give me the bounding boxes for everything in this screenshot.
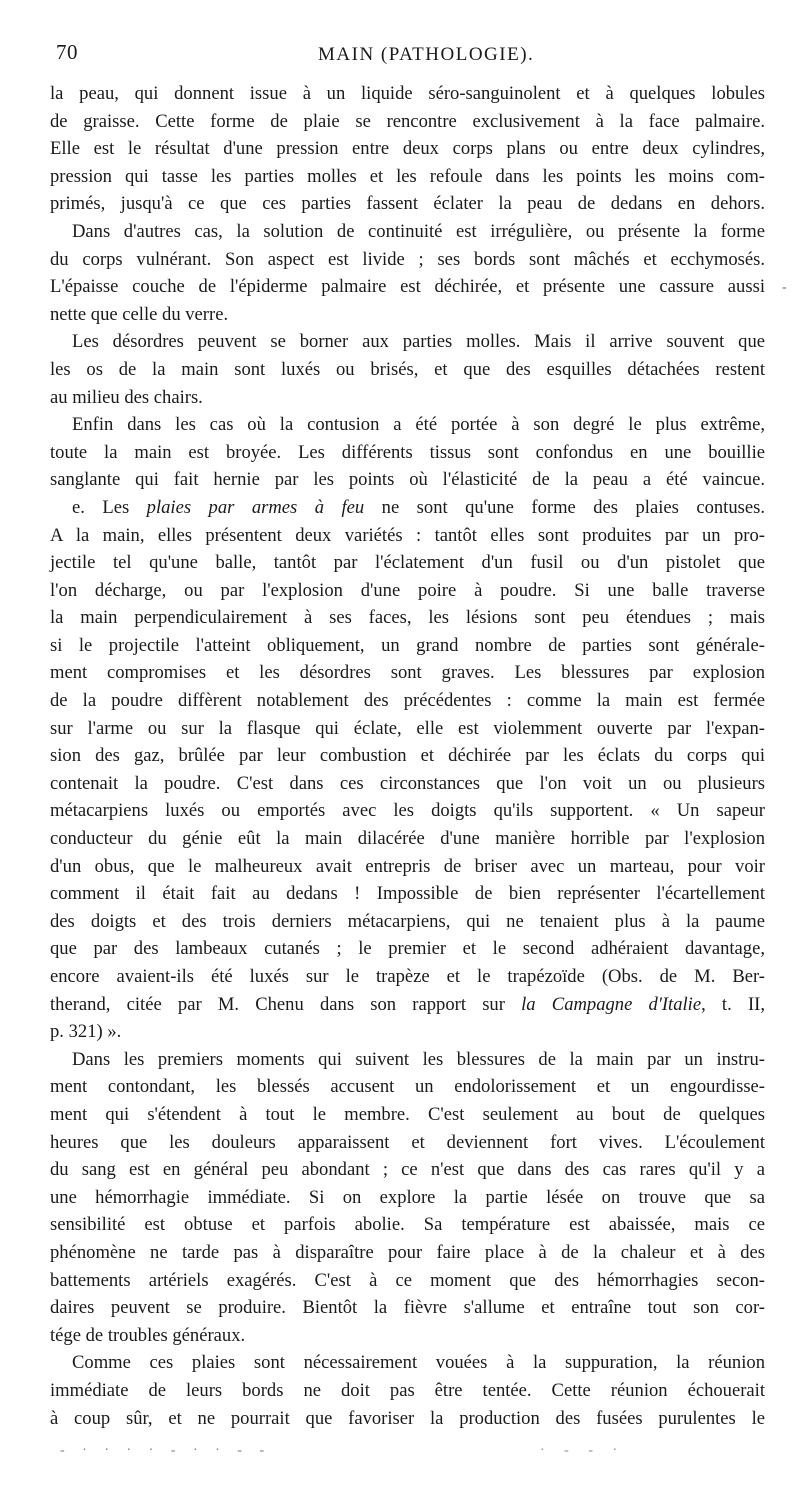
text-line: primés, jusqu'à ce que ces parties fassent éclater la peau de dedans en dehors. [50, 193, 765, 215]
text-line: tége de troubles généraux. [50, 1324, 246, 1346]
text-line: therand, citée par M. Chenu dans son rapport sur la Campagne d'Italie, t. II, [50, 993, 765, 1015]
page-header [48, 40, 758, 74]
text-line: comment il était fait au dedans ! Impossible de bien représenter l'écartellement [50, 883, 765, 905]
text-line: sion des gaz, brûlée par leur combustion et déchirée par les éclats du corps qui [50, 745, 765, 767]
text-line: d'un obus, que le malheureux avait entrepris de briser avec un marteau, pour voir [50, 855, 765, 877]
text-line: ment qui s'étendent à tout le membre. C'est seulement au bout de quelques [50, 1103, 765, 1125]
text-line: que par des lambeaux cutanés ; le premier et le second adhéraient davantage, [50, 938, 765, 960]
text-line: sanglante qui fait hernie par les points où l'élasticité de la peau a été vaincue. [50, 469, 765, 491]
text-line: sur l'arme ou sur la flasque qui éclate, elle est violemment ouverte par l'expan- [50, 717, 765, 739]
text-line: de graisse. Cette forme de plaie se rencontre exclusivement à la face palmaire. [50, 110, 765, 132]
text-line: encore avaient-ils été luxés sur le trapèze et le trapézoïde (Obs. de M. Ber- [50, 966, 765, 987]
text-line: à coup sûr, et ne pourrait que favoriser la production des fusées purulentes le [50, 1407, 765, 1429]
text-line: jectile tel qu'une balle, tantôt par l'éclatement d'un fusil ou d'un pistolet que [50, 552, 765, 574]
text-line: L'épaisse couche de l'épiderme palmaire est déchirée, et présente une cassure aussi [50, 276, 765, 298]
text-line: battements artériels exagérés. C'est à ce moment que des hémorrhagies secon- [50, 1269, 765, 1291]
body-text [50, 80, 765, 1432]
text-line: phénomène ne tarde pas à disparaître pour faire place à de la chaleur et à des [50, 1241, 765, 1263]
text-line: A la main, elles présentent deux variétés : tantôt elles sont produites par un pro- [50, 524, 765, 546]
text-line: Dans d'autres cas, la solution de continuité est irrégulière, ou présente la forme [72, 220, 765, 242]
text-line: Dans les premiers moments qui suivent les blessures de la main par un instru- [72, 1048, 765, 1070]
margin-mark: - [782, 280, 787, 295]
text-line: toute la main est broyée. Les différents tissus sont confondus en une bouillie [50, 441, 765, 463]
text-line: immédiate de leurs bords ne doit pas être tentée. Cette réunion échouerait [50, 1379, 765, 1401]
text-line: e. Les plaies par armes à feu ne sont qu'une forme des plaies contuses. [72, 496, 765, 518]
text-line: heures que les douleurs apparaissent et deviennent fort vives. L'écoulement [50, 1131, 765, 1153]
text-line: conducteur du génie eût la main dilacérée d'une manière horrible par l'explosion [50, 828, 765, 850]
text-line: Comme ces plaies sont nécessairement vouées à la suppuration, la réunion [72, 1352, 765, 1374]
text-line: nette que celle du verre. [50, 303, 229, 325]
italic-phrase: la Campagne d'Italie [521, 993, 702, 1015]
text-line: ment compromises et les désordres sont graves. Les blessures par explosion [50, 662, 765, 684]
text-line: la peau, qui donnent issue à un liquide séro-sanguinolent et à quelques lobules [50, 83, 765, 104]
text-line: l'on décharge, ou par l'explosion d'une poire à poudre. Si une balle traverse [50, 579, 765, 601]
text-line: des doigts et des trois derniers métacarpiens, qui ne tenaient plus à la paume [50, 910, 765, 932]
text-line: une hémorrhagie immédiate. Si on explore la partie lésée on trouve que sa [50, 1186, 765, 1208]
text-line: du sang est en général peu abondant ; ce n'est que dans des cas rares qu'il y a [50, 1159, 765, 1181]
text-line: ment contondant, les blessés accusent un endolorissement et un engourdisse- [50, 1076, 765, 1098]
text-line: daires peuvent se produire. Bientôt la fièvre s'allume et entraîne tout son cor- [50, 1297, 765, 1319]
text-line: sensibilité est obtuse et parfois abolie. Sa température est abaissée, mais ce [50, 1214, 765, 1236]
footer-marks-right: · - - · [540, 1443, 626, 1458]
text-line: Enfin dans les cas où la contusion a été portée à son degré le plus extrême, [72, 414, 765, 436]
running-head: MAIN (PATHOLOGIE). [318, 44, 535, 65]
text-line: si le projectile l'atteint obliquement, un grand nombre de parties sont générale- [50, 634, 765, 656]
text-line: contenait la poudre. C'est dans ces circonstances que l'on voit un ou plusieurs [50, 772, 765, 794]
text-line: Elle est le résultat d'une pression entre deux corps plans ou entre deux cylindres, [50, 138, 765, 160]
text-line: p. 321) ». [50, 1021, 122, 1043]
text-line: au milieu des chairs. [50, 386, 203, 408]
text-line: la main perpendiculairement à ses faces, les lésions sont peu étendues ; mais [50, 607, 765, 629]
text-line: du corps vulnérant. Son aspect est livide ; ses bords sont mâchés et ecchymosés. [50, 248, 765, 270]
text-line: de la poudre diffèrent notablement des précédentes : comme la main est fermée [50, 690, 765, 712]
footer-marks: - · · · · - · · - - [60, 1443, 272, 1458]
page-number: 70 [56, 40, 78, 64]
text-line: pression qui tasse les parties molles et les refoule dans les points les moins com- [50, 165, 765, 187]
text-line: les os de la main sont luxés ou brisés, et que des esquilles détachées restent [50, 358, 765, 380]
text-line: métacarpiens luxés ou emportés avec les doigts qu'ils supportent. « Un sapeur [50, 800, 765, 822]
text-line: Les désordres peuvent se borner aux parties molles. Mais il arrive souvent que [72, 331, 765, 353]
italic-phrase: plaies par armes à feu [146, 496, 365, 518]
